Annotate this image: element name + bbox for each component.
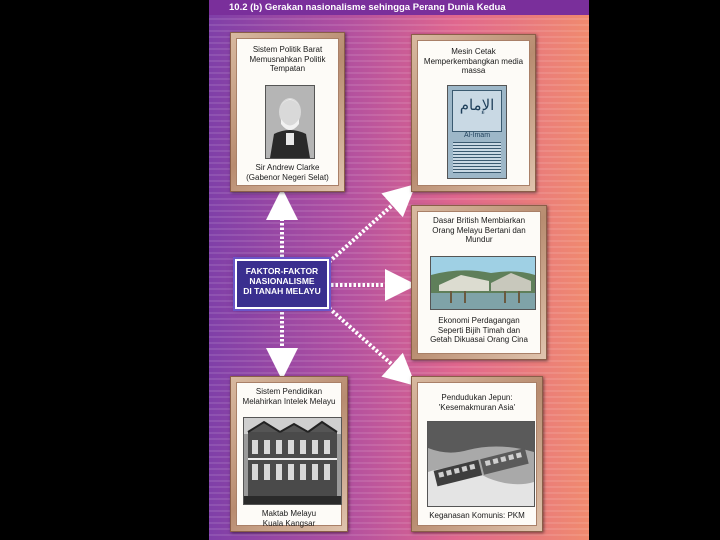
newspaper-text-lines — [453, 142, 501, 173]
caption-mesin-cetak: Mesin Cetak Memperkembangkan media massa — [423, 47, 524, 75]
caption-pendidikan: Sistem Pendidikan Melahirkan Intelek Melayu — [242, 387, 336, 406]
frame-mesin-cetak — [411, 34, 536, 192]
frame-pendidikan — [230, 376, 348, 532]
portrait-photo — [265, 85, 315, 159]
derailed-train-icon — [428, 422, 534, 506]
caption-jepun: Pendudukan Jepun: 'Kesemakmuran Asia' — [438, 393, 516, 412]
frame-dasar-british — [411, 205, 547, 360]
center-label: FAKTOR-FAKTOR NASIONALISME DI TANAH MELAYU — [243, 266, 321, 296]
newspaper-subtitle: Al-Imam — [463, 132, 491, 139]
caption-ekonomi: Ekonomi Perdagangan Seperti Bijih Timah dan Getah Dikuasai Orang Cina — [430, 316, 528, 344]
caption-andrew-clarke: Sir Andrew Clarke (Gabenor Negeri Selat) — [246, 163, 329, 182]
college-photo — [243, 417, 342, 505]
newspaper-photo — [447, 85, 507, 179]
frame-politik — [230, 32, 345, 192]
textbook-page — [209, 0, 589, 540]
college-building-icon — [244, 418, 341, 504]
caption-dasar-british: Dasar British Membiarkan Orang Melayu Bertani dan Mundur — [432, 216, 526, 244]
caption-komunis: Keganasan Komunis: PKM — [429, 511, 525, 520]
newspaper-masthead: الإمام — [452, 90, 502, 132]
page-title: 10.2 (b) Gerakan nasionalisme sehingga Perang Dunia Kedua — [229, 2, 506, 13]
arrow-bottom-right — [329, 308, 407, 378]
portrait-icon — [266, 86, 314, 158]
train-photo — [427, 421, 535, 507]
caption-maktab-melayu: Maktab Melayu Kuala Kangsar — [261, 509, 317, 528]
center-box — [235, 259, 329, 309]
caption-politik: Sistem Politik Barat Memusnahkan Politik Tempatan — [249, 45, 326, 73]
tin-mine-photo — [430, 256, 536, 310]
arrow-top-right — [329, 192, 407, 262]
tin-mine-icon — [431, 257, 535, 309]
frame-jepun — [411, 376, 543, 532]
